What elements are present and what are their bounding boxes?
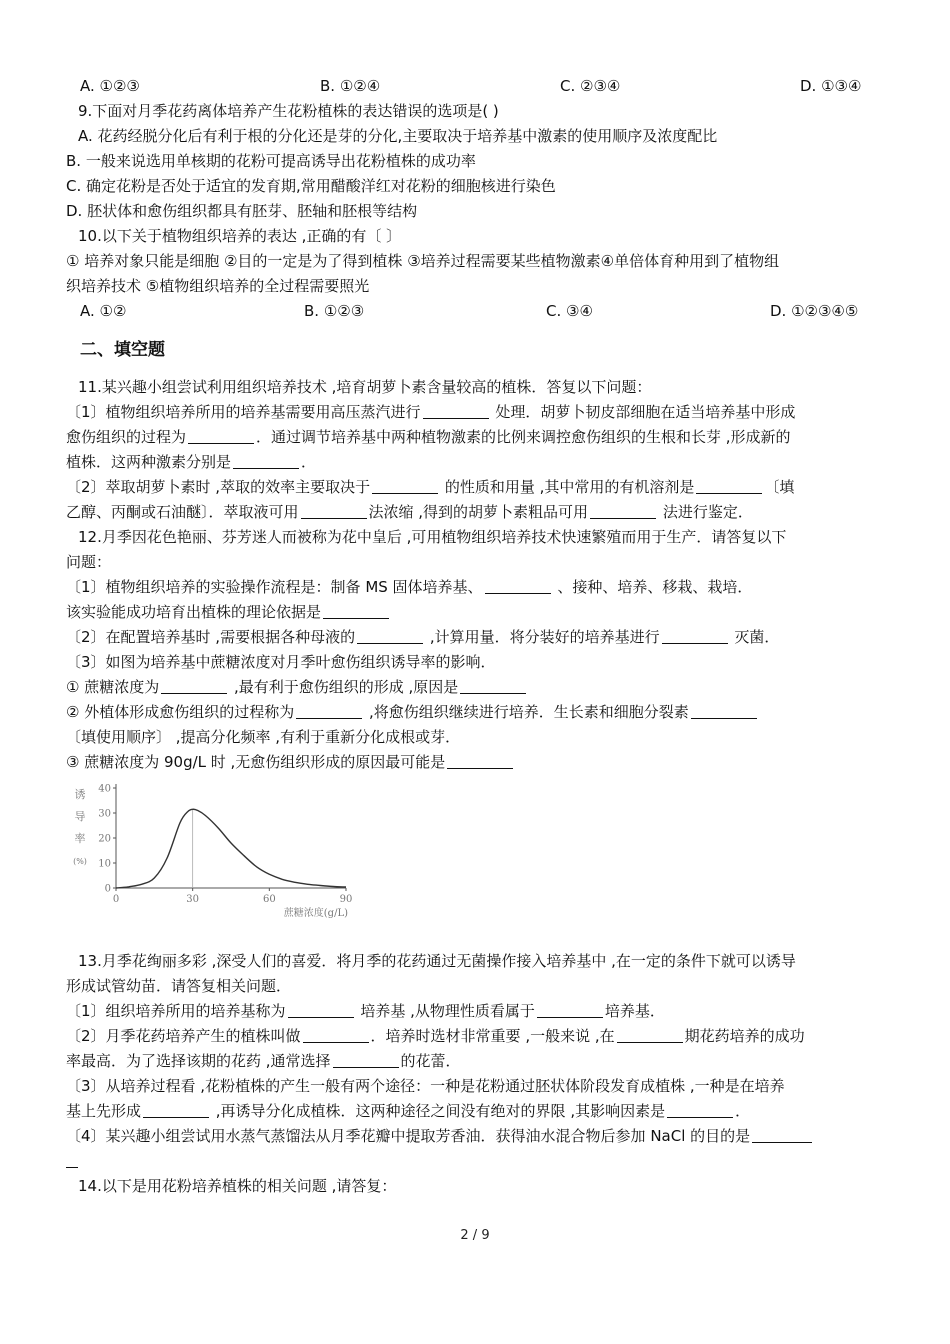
answer-blank[interactable] — [66, 1152, 78, 1168]
answer-blank[interactable] — [485, 578, 551, 594]
answer-blank[interactable] — [752, 1127, 812, 1143]
q13-part4: 〔4〕某兴趣小组尝试用水蒸气蒸馏法从月季花瓣中提取芳香油．获得油水混合物后参加 NaCl 的目的是 — [66, 1126, 814, 1146]
q13-part3-line2: 基上先形成 ,再诱导分化成植株．这两种途径之间没有绝对的界限 ,其影响因素是 ． — [66, 1102, 751, 1120]
q10-option-a: A. ①② — [80, 302, 127, 320]
answer-blank[interactable] — [188, 428, 254, 444]
x-axis-label: 蔗糖浓度(g/L) — [283, 908, 348, 919]
q13-part4-blank-cont — [66, 1151, 78, 1171]
q9-option-a: A. 花药经脱分化后有利于根的分化还是芽的分化,主要取决于培养基中激素的使用顺序及浓度配比 — [78, 127, 718, 145]
q8-option-b: B. ①②④ — [320, 77, 381, 95]
q11-part1-line2: 愈伤组织的过程为 ．通过调节培养基中两种植物激素的比例来调控愈伤组织的生根和长芽 ,形成新的 — [66, 428, 791, 446]
answer-blank[interactable] — [301, 503, 367, 519]
q12-part3-item1: ① 蔗糖浓度为 ,最有利于愈伤组织的形成 ,原因是 — [66, 677, 528, 697]
q12-part1-line1: 〔1〕植物组织培养的实验操作流程是：制备 MS 固体培养基、 、接种、培养、移栽、栽培． — [66, 578, 753, 596]
answer-blank[interactable] — [662, 628, 728, 644]
q11-part1-line3: 植株．这两种激素分别是 ． — [66, 453, 317, 471]
q12-part3-intro: 〔3〕如图为培养基中蔗糖浓度对月季叶愈伤组织诱导率的影响． — [66, 653, 496, 671]
q12-part3-item3: ③ 蔗糖浓度为 90g/L 时 ,无愈伤组织形成的原因最可能是 — [66, 752, 515, 772]
answer-blank[interactable] — [696, 478, 762, 494]
answer-blank[interactable] — [667, 1102, 733, 1118]
y-axis-label-part: 导 — [74, 810, 86, 823]
q12-stem-line1: 12.月季因花色艳丽、芬芳迷人而被称为花中皇后 ,可用植物组织培养技术快速繁殖而用于生产．请答复以下 — [78, 528, 787, 546]
q10-option-b: B. ①②③ — [304, 302, 365, 320]
y-axis-label-part: (%) — [73, 857, 87, 866]
answer-blank[interactable] — [296, 703, 362, 719]
answer-blank[interactable] — [617, 1027, 683, 1043]
answer-blank[interactable] — [233, 453, 299, 469]
q11-part1-line1: 〔1〕植物组织培养所用的培养基需要用高压蒸汽进行 处理．胡萝卜韧皮部细胞在适当培养基中形成 — [66, 403, 796, 421]
answer-blank[interactable] — [460, 678, 526, 694]
answer-blank[interactable] — [161, 678, 227, 694]
answer-blank[interactable] — [143, 1102, 209, 1118]
q10-statements-line2: 织培养技术 ⑤植物组织培养的全过程需要照光 — [66, 277, 370, 295]
y-axis-label-part: 率 — [74, 832, 86, 845]
q12-part3-item2-cont: 〔填使用顺序〕 ,提高分化频率 ,有利于重新分化成根或芽． — [66, 728, 461, 746]
answer-blank[interactable] — [303, 1027, 369, 1043]
answer-blank[interactable] — [372, 478, 438, 494]
answer-blank[interactable] — [357, 628, 423, 644]
answer-blank[interactable] — [323, 603, 389, 619]
answer-blank[interactable] — [537, 1002, 603, 1018]
y-tick-label: 20 — [98, 833, 111, 845]
q9-option-c: C. 确定花粉是否处于适宜的发育期,常用醋酸洋红对花粉的细胞核进行染色 — [66, 177, 556, 195]
q12-part3-item2: ② 外植体形成愈伤组织的过程称为 ,将愈伤组织继续进行培养．生长素和细胞分裂素 — [66, 702, 759, 722]
x-tick-label: 30 — [186, 894, 200, 905]
answer-blank[interactable] — [333, 1052, 399, 1068]
q12-stem-line2: 问题： — [66, 553, 112, 571]
q13-stem-line2: 形成试管幼苗．请答复相关问题． — [66, 977, 292, 995]
q11-part2-line1: 〔2〕萃取胡萝卜素时 ,萃取的效率主要取决于 的性质和用量 ,其中常用的有机溶剂是 〔填 — [66, 478, 795, 496]
page-number: 2 / 9 — [460, 1228, 490, 1243]
answer-blank[interactable] — [288, 1002, 354, 1018]
q10-statements-line1: ① 培养对象只能是细胞 ②目的一定是为了得到植株 ③培养过程需要某些植物激素④单倍体育种用到了植物组 — [66, 252, 780, 270]
q8-option-a: A. ①②③ — [80, 77, 140, 95]
q13-part2-line1: 〔2〕月季花药培养产生的植株叫做 ．培养时选材非常重要 ,一般来说 ,在 期花药培养的成功 — [66, 1027, 805, 1045]
x-tick-label: 0 — [112, 894, 120, 905]
q11-part2-line2: 乙醇、丙酮或石油醚〕．萃取液可用 法浓缩 ,得到的胡萝卜素粗品可用 法进行鉴定． — [66, 503, 753, 521]
q12-part2: 〔2〕在配置培养基时 ,需要根据各种母液的 ,计算用量．将分装好的培养基进行 灭菌． — [66, 628, 780, 646]
y-tick-label: 30 — [98, 808, 111, 820]
q10-option-d: D. ①②③④⑤ — [770, 302, 859, 320]
answer-blank[interactable] — [590, 503, 656, 519]
q9-option-b: B. 一般来说选用单核期的花粉可提高诱导出花粉植株的成功率 — [66, 152, 476, 170]
y-tick-label: 0 — [104, 883, 111, 895]
q10-stem: 10.以下关于植物组织培养的表达 ,正确的有〔 〕 — [78, 227, 402, 245]
q13-part3-line1: 〔3〕从培养过程看 ,花粉植株的产生一般有两个途径：一种是花粉通过胚状体阶段发育成植株 ,一种是在培养 — [66, 1077, 785, 1095]
answer-blank[interactable] — [691, 703, 757, 719]
q9-stem: 9.下面对月季花药离体培养产生花粉植株的表达错误的选项是( ) — [78, 102, 499, 120]
x-tick-label: 60 — [262, 894, 276, 905]
y-axis-label-part: 诱 — [74, 788, 86, 801]
y-axis-label — [73, 788, 87, 866]
q8-option-d: D. ①③④ — [800, 77, 862, 95]
q8-option-c: C. ②③④ — [560, 77, 621, 95]
q11-stem: 11.某兴趣小组尝试利用组织培养技术 ,培育胡萝卜素含量较高的植株．答复以下问题： — [78, 378, 652, 396]
q13-part2-line2: 率最高．为了选择该期的花药 ,通常选择 的花蕾． — [66, 1052, 461, 1070]
answer-blank[interactable] — [447, 753, 513, 769]
y-tick-label: 10 — [98, 858, 111, 870]
sucrose-induction-chart — [66, 776, 356, 926]
section-title: 二、填空题 — [80, 340, 165, 360]
q12-part1-line2: 该实验能成功培育出植株的理论依据是 — [66, 602, 391, 622]
q13-part1: 〔1〕组织培养所用的培养基称为 培养基 ,从物理性质看属于 培养基． — [66, 1002, 665, 1020]
answer-blank[interactable] — [423, 403, 489, 419]
q9-option-d: D. 胚状体和愈伤组织都具有胚芽、胚轴和胚根等结构 — [66, 202, 418, 220]
q14-stem: 14.以下是用花粉培养植株的相关问题 ,请答复： — [78, 1177, 397, 1195]
induction-rate-curve — [116, 809, 346, 888]
y-tick-label: 40 — [98, 783, 111, 795]
q13-stem-line1: 13.月季花绚丽多彩 ,深受人们的喜爱．将月季的花药通过无菌操作接入培养基中 ,在一定的条件下就可以诱导 — [78, 952, 796, 970]
x-tick-label: 90 — [339, 894, 353, 905]
q10-option-c: C. ③④ — [546, 302, 593, 320]
